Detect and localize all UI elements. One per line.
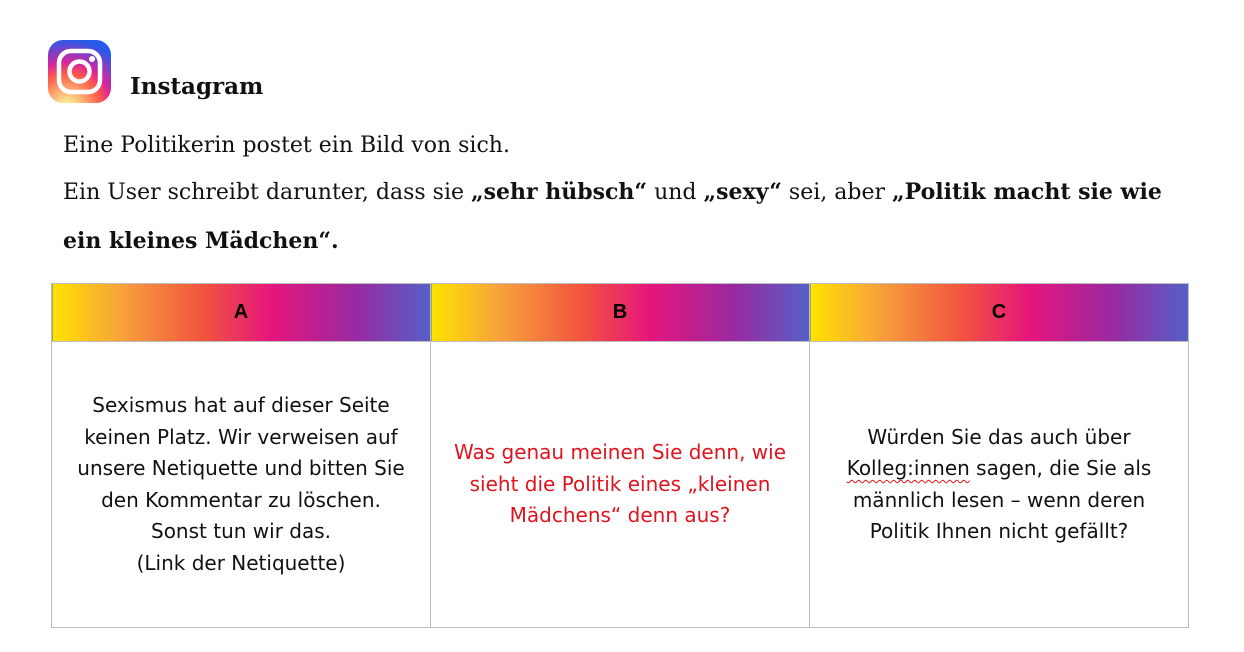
header-option-b: B: [431, 284, 810, 342]
response-options-table: [51, 283, 1189, 628]
app-name: Instagram: [130, 73, 264, 100]
option-c-line-1: Würden Sie das auch über: [867, 424, 1131, 449]
quote-politik: „Politik macht sie wie ein kleines Mädchen“.: [63, 179, 1162, 254]
option-a-line-2: keinen Platz. Wir verweisen auf: [84, 424, 398, 449]
table-header-row: [52, 284, 1189, 342]
option-c-cell: [810, 342, 1189, 628]
scenario-prefix: Ein User schreibt darunter, dass sie: [63, 180, 471, 205]
option-a-line-3: unsere Netiquette und bitten Sie: [77, 456, 405, 480]
spellcheck-word: Kolleg:innen: [846, 456, 970, 480]
option-c-line-4: Politik Ihnen nicht gefällt?: [869, 519, 1129, 543]
option-a-line-1: Sexismus hat auf dieser Seite: [92, 393, 390, 417]
option-a-cell: [52, 342, 431, 628]
option-a-line-6: (Link der Netiquette): [136, 550, 346, 575]
quote-sehr-huebsch: „sehr hübsch“: [471, 179, 648, 205]
option-c-line-3: männlich lesen – wenn deren: [852, 487, 1146, 512]
option-a-line-5: Sonst tun wir das.: [151, 519, 331, 543]
option-a-line-4: den Kommentar zu löschen.: [101, 487, 381, 512]
header-option-c: C: [810, 284, 1189, 342]
option-b-cell: [431, 342, 810, 628]
scenario-text: [63, 124, 1203, 266]
option-c-line-2-rest: sagen, die Sie als: [969, 456, 1152, 480]
scenario-line-1: Eine Politikerin postet ein Bild von sich.: [63, 133, 510, 158]
option-c-line-2: [822, 453, 1176, 485]
scenario-mid-1: und: [647, 180, 704, 205]
option-b-line-1: Was genau meinen Sie denn, wie: [453, 440, 787, 465]
scenario-mid-2: sei, aber: [781, 180, 892, 205]
quote-sexy: „sexy“: [703, 179, 782, 205]
table-row: [52, 342, 1189, 628]
scenario-line-2: [63, 168, 1203, 266]
header-option-a: A: [52, 284, 431, 342]
option-b-line-3: Mädchens“ denn aus?: [509, 503, 731, 528]
option-b-line-2: sieht die Politik eines „kleinen: [469, 471, 771, 496]
instagram-logo-icon: [48, 40, 111, 103]
